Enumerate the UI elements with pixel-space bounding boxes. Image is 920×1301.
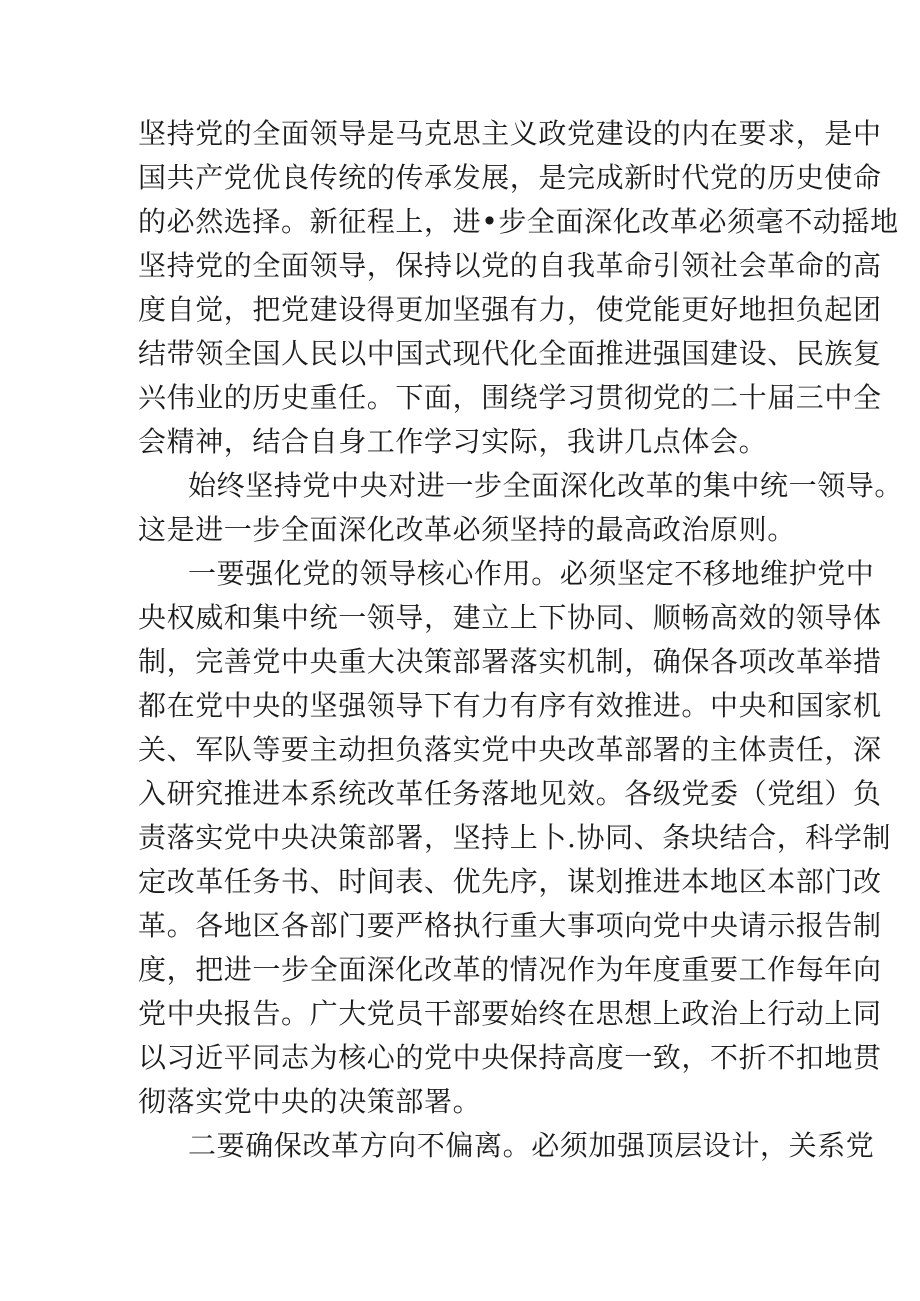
- text-line: 责落实党中央决策部署，坚持上卜.协同、条块结合，科学制: [138, 821, 892, 854]
- text-line: 彻落实党中央的决策部署。: [138, 1085, 482, 1118]
- text-line: 的必然选择。新征程上，进•步全面深化改革必须毫不动摇地: [138, 205, 899, 238]
- text-line: 央权威和集中统一领导，建立上下协同、顺畅高效的领导体: [138, 601, 882, 634]
- text-line: 以习近平同志为核心的党中央保持高度一致，不折不扣地贯: [138, 1041, 882, 1074]
- text-line: 始终坚持党中央对进一步全面深化改革的集中统一领导。: [188, 469, 904, 502]
- paragraph-point-two: [138, 1124, 875, 1168]
- text-line: 会精神，结合自身工作学习实际，我讲几点体会。: [138, 425, 768, 458]
- text-line: 兴伟业的历史重任。下面，围绕学习贯彻党的二十届三中全: [138, 381, 882, 414]
- text-line: 入研究推进本系统改革任务落地见效。各级党委（党组）负: [138, 777, 882, 810]
- text-line: 坚持党的全面领导是马克思主义政党建设的内在要求，是中: [138, 117, 882, 150]
- text-line: 结带领全国人民以中国式现代化全面推进强国建设、民族复: [138, 337, 882, 370]
- paragraph-heading-principle: [138, 464, 904, 552]
- text-line: 二要确保改革方向不偏离。必须加强顶层设计，关系党: [188, 1129, 875, 1162]
- text-line: 革。各地区各部门要严格执行重大事项向党中央请示报告制: [138, 909, 882, 942]
- text-line: 制，完善党中央重大决策部署落实机制，确保各项改革举措: [138, 645, 882, 678]
- text-line: 度，把进一步全面深化改革的情况作为年度重要工作每年向: [138, 953, 882, 986]
- text-line: 定改革任务书、时间表、优先序，谋划推进本地区本部门改: [138, 865, 882, 898]
- text-line: 坚持党的全面领导，保持以党的自我革命引领社会革命的高: [138, 249, 882, 282]
- text-line: 国共产党优良传统的传承发展，是完成新时代党的历史使命: [138, 161, 882, 194]
- text-line: 关、军队等要主动担负落实党中央改革部署的主体责任，深: [138, 733, 882, 766]
- text-line: 都在党中央的坚强领导下有力有序有效推进。中央和国家机: [138, 689, 882, 722]
- text-line: 这是进一步全面深化改革必须坚持的最高政治原则。: [138, 513, 796, 546]
- text-line: 度自觉，把党建设得更加坚强有力，使党能更好地担负起团: [138, 293, 882, 326]
- text-line: 一要强化党的领导核心作用。必须坚定不移地维护党中: [188, 557, 875, 590]
- document-body: [138, 112, 904, 1168]
- paragraph-point-one: [138, 552, 892, 1124]
- text-line: 党中央报告。广大党员干部要始终在思想上政治上行动上同: [138, 997, 882, 1030]
- paragraph-intro: [138, 112, 899, 464]
